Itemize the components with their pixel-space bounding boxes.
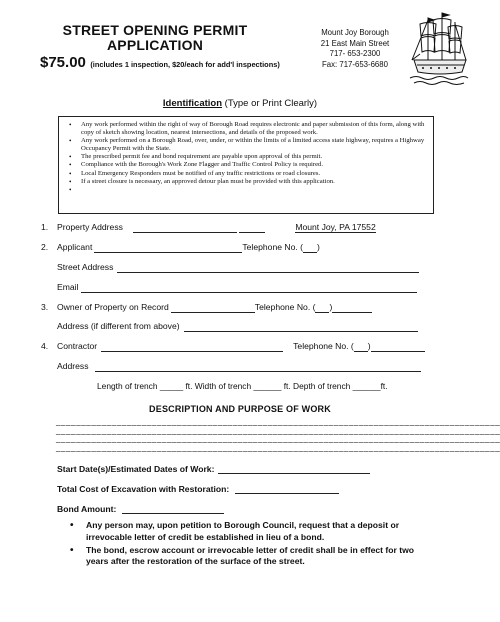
identification-instruction: (Type or Print Clearly) [222,98,318,109]
owner-telephone-number[interactable] [332,304,372,313]
owner-row [41,302,372,313]
contractor-row [41,341,425,352]
trench-width[interactable]: Width of trench ______ ft. [194,381,291,391]
start-dates-label: Start Date(s)/Estimated Dates of Work: [57,464,215,474]
start-dates-row [57,464,370,474]
contractor-telephone-area[interactable] [354,343,368,352]
email-label: Email [57,282,79,292]
owner-telephone-area[interactable] [315,304,329,313]
applicant-row [41,242,320,253]
bond-amount-label: Bond Amount: [57,504,117,514]
property-address-field[interactable] [133,224,237,233]
start-dates-field[interactable] [218,465,370,474]
applicant-email-row [57,282,417,293]
description-title: DESCRIPTION AND PURPOSE OF WORK [149,404,331,414]
borough-name: Mount Joy Borough [321,28,389,37]
street-address-label: Street Address [57,262,114,272]
owner-telephone-close: ) [329,302,333,312]
contractor-telephone-label: Telephone No. ( [293,341,354,351]
rule-item: • Any work performed within the right of way of Borough Road requires electronic and paper submission of this form, along with copy of sketch showing location, nearest intersections, and details of the proposed work. [67,121,425,137]
description-lines[interactable] [56,417,500,452]
borough-street: 21 East Main Street [320,38,390,48]
identification-label: Identification [162,98,223,109]
owner-address-label: Address (if different from above) [57,321,180,331]
trench-dimensions-row [97,381,388,392]
bond-amount-field[interactable] [122,505,224,514]
applicant-field[interactable] [94,244,242,253]
excavation-cost-label: Total Cost of Excavation with Restoration: [57,484,230,494]
item-number: 2. [41,242,49,252]
rule-item: • Compliance with the Borough's Work Zone Flagger and Traffic Control Policy is required. [67,161,425,169]
applicant-telephone-area[interactable] [303,244,317,253]
street-address-field[interactable] [117,264,419,273]
owner-label: Owner of Property on Record [57,302,169,312]
excavation-cost-row [57,484,339,494]
owner-address-field[interactable] [184,323,418,332]
applicant-label: Applicant [57,242,93,252]
contractor-telephone-number[interactable] [371,343,425,352]
fee-note: (includes 1 inspection, $20/each for add'l inspections) [90,60,280,69]
bond-note-item: • Any person may, upon petition to Borough Council, request that a deposit or irrevocable letter of credit be established in lieu of a bond. [66,520,436,543]
item-number: 4. [41,341,49,351]
permit-fee: $75.00 [40,54,86,71]
item-number: 3. [41,302,49,312]
rules-box [58,116,434,214]
property-address-field-2[interactable] [239,224,265,233]
description-line[interactable]: ________________________________________________________________________________________ [56,425,500,435]
rule-item: • Any work performed on a Borough Road, over, under, or within the limits of a limited access state highway, requires a Highway Occupancy Permit with the State. [67,137,425,153]
bond-note-item: • The bond, escrow account or irrevocable letter of credit shall be in effect for two years after the restoration of the surface of the street. [66,545,436,568]
rule-item: • If a street closure is necessary, an approved detour plan must be provided with this application. [67,178,425,186]
borough-fax: Fax: 717-653-6680 [322,59,388,69]
applicant-telephone-close: ) [317,242,320,252]
bond-notes [66,520,436,569]
applicant-street-row [57,262,419,273]
form-title [40,23,270,53]
bond-amount-row [57,504,224,514]
contractor-field[interactable] [101,343,283,352]
trench-depth[interactable]: Depth of trench ______ft. [293,381,388,391]
property-address-label: Property Address [57,222,123,232]
contractor-address-field[interactable] [95,363,421,372]
owner-address-row [57,321,418,332]
property-address-city: Mount Joy, PA 17552 [295,222,376,232]
property-address-row [41,222,376,233]
excavation-cost-field[interactable] [235,485,339,494]
borough-address [305,28,405,70]
item-number: 1. [41,222,49,232]
applicant-telephone-label: Telephone No. ( [242,242,304,252]
contractor-telephone-close: ) [367,341,371,351]
rule-item: • Local Emergency Responders must be notified of any traffic restrictions or road closures. [67,170,425,178]
form-title-line2: APPLICATION [106,37,204,53]
owner-field[interactable] [171,304,255,313]
sailing-ship-logo [408,10,470,88]
description-line[interactable]: ________________________________________________________________________________________ [56,417,500,426]
description-line[interactable]: ________________________________________________________________________________________ [56,434,500,444]
email-field[interactable] [81,284,417,293]
form-title-line1: STREET OPENING PERMIT [62,22,248,38]
description-line[interactable]: ________________________________________________________________________________________ [56,442,500,452]
borough-phone: 717- 653-2300 [329,49,381,58]
fee-line [40,54,312,72]
owner-telephone-label: Telephone No. ( [254,302,316,312]
contractor-label: Contractor [57,341,98,351]
rule-item: • The prescribed permit fee and bond requirement are payable upon approval of this permit. [67,153,425,161]
identification-heading [0,98,480,109]
trench-length[interactable]: Length of trench _____ ft. [97,381,193,391]
contractor-address-row [57,361,421,372]
contractor-address-label: Address [57,361,89,371]
